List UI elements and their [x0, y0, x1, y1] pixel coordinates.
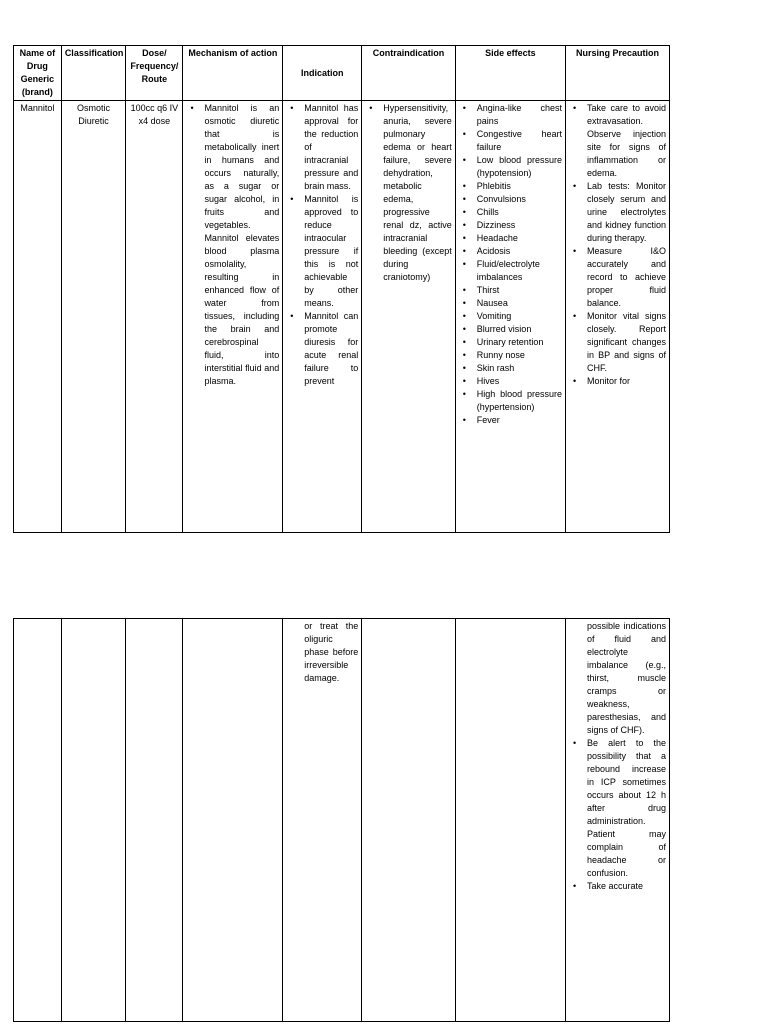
header-indication: Indication — [283, 46, 362, 101]
list-item: • Fluid/electrolyte imbalances — [477, 258, 562, 284]
contraindication-cell — [362, 101, 456, 533]
drug-row-continued — [14, 619, 670, 1022]
header-mechanism: Mechanism of action — [183, 46, 283, 101]
classification-cell: Osmotic Diuretic — [61, 101, 125, 533]
side-effects-list — [459, 102, 562, 427]
empty-cell — [126, 619, 183, 1022]
nursing-list — [569, 102, 666, 388]
list-item: possible indications of fluid and electrolyte imbalance (e.g., thirst, muscle cramps or weakness, paresthesias, and signs of CHF). — [586, 621, 666, 735]
list-item: • Headache — [477, 232, 562, 245]
list-item: • Congestive heart failure — [477, 128, 562, 154]
header-side-effects: Side effects — [455, 46, 565, 101]
indication-list-continued — [286, 620, 358, 685]
nursing-cell-continued — [565, 619, 669, 1022]
list-item: • Convulsions — [477, 193, 562, 206]
header-row — [14, 46, 670, 101]
list-item: • Dizziness — [477, 219, 562, 232]
list-item: • Be alert to the possibility that a rebound increase in ICP sometimes occurs about 12 h after drug administration. Patient may complain of headache or confusion. — [587, 737, 666, 880]
mechanism-list — [186, 102, 279, 388]
drug-row — [14, 101, 670, 533]
indication-cell — [283, 101, 362, 533]
list-item: or treat the oliguric phase before irreversible damage. — [304, 621, 359, 683]
empty-cell — [61, 619, 125, 1022]
nursing-cell — [565, 101, 669, 533]
list-item: • Blurred vision — [477, 323, 562, 336]
list-item: • Measure I&O accurately and record to achieve proper fluid balance. — [587, 245, 666, 310]
drug-table-page-2 — [13, 618, 670, 1022]
list-item: • Take care to avoid extravasation. Observe injection site for signs of inflammation or edema. — [587, 102, 666, 180]
empty-cell — [362, 619, 456, 1022]
list-item: • Vomiting — [477, 310, 562, 323]
list-item: • Urinary retention — [477, 336, 562, 349]
header-classification: Classification — [61, 46, 125, 101]
empty-cell — [183, 619, 283, 1022]
header-name: Name of Drug Generic (brand) — [14, 46, 62, 101]
list-item: • Hives — [477, 375, 562, 388]
contraindication-list — [365, 102, 452, 284]
drug-table-page-1 — [13, 45, 670, 533]
dose-cell: 100cc q6 IV x4 dose — [126, 101, 183, 533]
indication-list — [286, 102, 358, 388]
header-dose: Dose/ Frequency/ Route — [126, 46, 183, 101]
list-item: • Phlebitis — [477, 180, 562, 193]
drug-name-cell: Mannitol — [14, 101, 62, 533]
list-item: • Mannitol is approved to reduce intraocular pressure if this is not achievable by other means. — [304, 193, 358, 310]
list-item: • Thirst — [477, 284, 562, 297]
list-item: • Monitor vital signs closely. Report significant changes in BP and signs of CHF. — [587, 310, 666, 375]
mechanism-cell — [183, 101, 283, 533]
list-item: • Hypersensitivity, anuria, severe pulmonary edema or heart failure, severe dehydration, metabolic edema, progressive renal dz, active intracranial bleeding (except during craniotomy) — [383, 102, 452, 284]
list-item: • Take accurate — [587, 880, 666, 893]
indication-cell-continued — [283, 619, 362, 1022]
list-item: • Runny nose — [477, 349, 562, 362]
empty-cell — [455, 619, 565, 1022]
list-item: • Mannitol can promote diuresis for acute renal failure to prevent — [304, 310, 358, 388]
empty-cell — [14, 619, 62, 1022]
list-item: • High blood pressure (hypertension) — [477, 388, 562, 414]
list-item: • Chills — [477, 206, 562, 219]
list-item: • Low blood pressure (hypotension) — [477, 154, 562, 180]
list-item: • Fever — [477, 414, 562, 427]
nursing-list-continued — [569, 620, 666, 893]
list-item: • Lab tests: Monitor closely serum and urine electrolytes and kidney function during therapy. — [587, 180, 666, 245]
list-item: • Monitor for — [587, 375, 666, 388]
header-nursing: Nursing Precaution — [565, 46, 669, 101]
list-item: • Nausea — [477, 297, 562, 310]
side-effects-cell — [455, 101, 565, 533]
header-contraindication: Contraindication — [362, 46, 456, 101]
list-item: • Angina-like chest pains — [477, 102, 562, 128]
list-item: • Acidosis — [477, 245, 562, 258]
list-item: • Mannitol is an osmotic diuretic that is metabolically inert in humans and occurs naturally, as a sugar or sugar alcohol, in fruits and vegetables. Mannitol elevates blood plasma osmolality, resulting in enhanced flow of water from tissues, including the brain and cerebrospinal fluid, into interstitial fluid and plasma. — [204, 102, 279, 388]
list-item: • Skin rash — [477, 362, 562, 375]
list-item: • Mannitol has approval for the reduction of intracranial pressure and brain mass. — [304, 102, 358, 193]
